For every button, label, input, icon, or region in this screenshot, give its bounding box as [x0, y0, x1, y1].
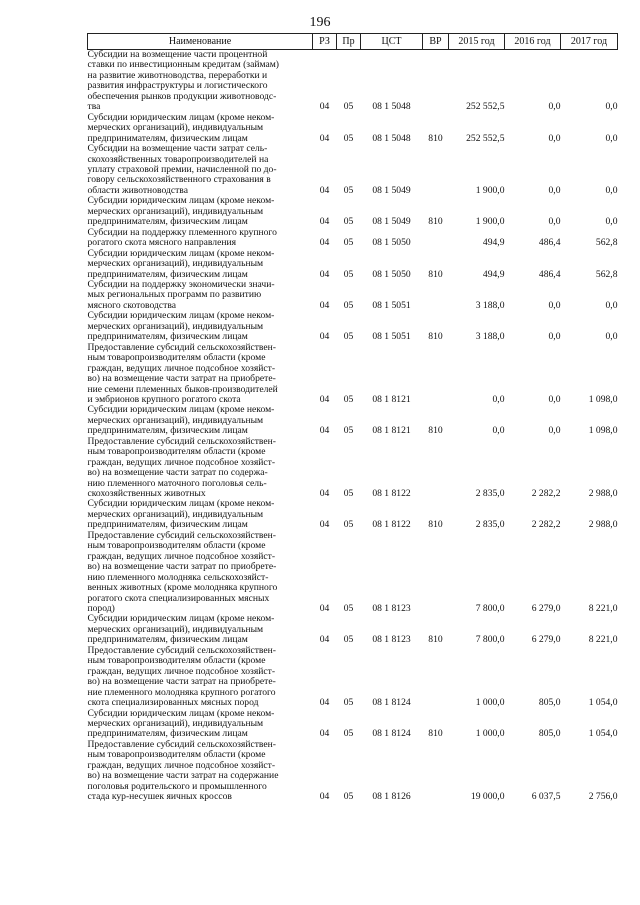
row-name: Субсидии юридическим лицам (кроме неком- мерческих организаций), индивидуальным предпринимателям, физическим лицам: [87, 195, 275, 228]
row-pr: 05: [343, 184, 354, 196]
row-name: Субсидии юридическим лицам (кроме неком- мерческих организаций), индивидуальным предпринимателям, физическим лицам: [87, 310, 275, 343]
row-cst: 08 1 5048: [372, 132, 411, 144]
row-rz: 04: [319, 132, 330, 144]
row-name: Предоставление субсидий сельскохозяйствен- ным товаропроизводителям области (кроме граждан, ведущих личное подсобное хозяйст- во) на возмещение части затрат по содержа- нию племенного маточного поголовья сель- скохозяйственных животных: [87, 435, 276, 500]
header-vr: ВР: [423, 34, 449, 50]
row-rz: 04: [319, 331, 330, 343]
row-cst: 08 1 8121: [372, 425, 411, 437]
table-body: [88, 50, 618, 803]
table-row: [88, 614, 618, 645]
row-pr: 05: [343, 393, 354, 405]
row-value-2017: 0,0: [605, 216, 618, 228]
row-name: Субсидии на поддержку племенного крупного рогатого скота мясного направления: [87, 226, 277, 249]
row-rz: 04: [319, 488, 330, 500]
table-row: [88, 196, 618, 227]
row-value-2015: 7 800,0: [475, 634, 505, 646]
row-pr: 05: [343, 697, 354, 709]
row-vr: [423, 50, 449, 113]
row-cst: 08 1 8122: [372, 488, 411, 500]
row-value-2015: 0,0: [492, 393, 505, 405]
row-value-2016: 0,0: [548, 216, 561, 228]
row-cst: 08 1 8124: [372, 697, 411, 709]
row-value-2017: 2 988,0: [588, 488, 618, 500]
row-value-2016: 2 282,2: [531, 488, 561, 500]
row-value-2015: 7 800,0: [475, 603, 505, 615]
row-vr: [423, 646, 449, 709]
row-value-2015: 3 188,0: [475, 299, 505, 311]
row-rz: 04: [319, 697, 330, 709]
row-value-2015: 0,0: [492, 425, 505, 437]
row-value-2016: 486,4: [538, 237, 561, 249]
row-vr: [423, 740, 449, 803]
row-cst: 08 1 5048: [372, 101, 411, 113]
row-value-2015: 494,9: [482, 268, 505, 280]
row-value-2017: 1 098,0: [588, 425, 618, 437]
row-rz: 04: [319, 184, 330, 196]
row-vr: 810: [428, 132, 443, 144]
table-row: [88, 113, 618, 144]
row-value-2016: 486,4: [538, 268, 561, 280]
row-name: Предоставление субсидий сельскохозяйствен- ным товаропроизводителям области (кроме граждан, ведущих личное подсобное хозяйст- во) на возмещение части затрат на приобрете- ние семени племенных быков-производителей и эмбрионов крупного рогатого скота: [87, 341, 278, 405]
table-row: [88, 531, 618, 615]
row-value-2017: 0,0: [605, 101, 618, 113]
row-rz: 04: [319, 237, 330, 249]
row-value-2016: 0,0: [548, 425, 561, 437]
row-value-2015: 3 188,0: [475, 331, 505, 343]
row-value-2015: 1 000,0: [475, 697, 505, 709]
row-name: Субсидии на возмещение части процентной ставки по инвестиционным кредитам (займам) на развитие животноводства, переработки и развития инфраструктуры и логистического обеспечения рынков продукции животноводс- тва: [87, 49, 280, 113]
row-name: Субсидии юридическим лицам (кроме неком- мерческих организаций), индивидуальным предпринимателям, физическим лицам: [87, 498, 275, 531]
row-cst: 08 1 5050: [372, 268, 411, 280]
row-rz: 04: [319, 268, 330, 280]
table-header-row: [88, 34, 618, 50]
row-vr: [423, 531, 449, 615]
row-pr: 05: [343, 237, 354, 249]
row-value-2017: 1 054,0: [588, 728, 618, 740]
row-pr: 05: [343, 519, 354, 531]
row-value-2015: 494,9: [482, 237, 505, 249]
row-value-2017: 562,8: [595, 268, 618, 280]
table-row: [88, 709, 618, 740]
page-number: 196: [309, 15, 331, 30]
row-rz: 04: [319, 393, 330, 405]
row-value-2017: 2 988,0: [588, 519, 618, 531]
row-cst: 08 1 8122: [372, 519, 411, 531]
budget-table: [87, 33, 618, 803]
row-value-2017: 0,0: [605, 331, 618, 343]
row-value-2016: 805,0: [538, 697, 561, 709]
row-rz: 04: [319, 216, 330, 228]
row-cst: 08 1 8124: [372, 728, 411, 740]
row-value-2015: 1 900,0: [475, 216, 505, 228]
row-vr: [423, 280, 449, 311]
header-cst: ЦСТ: [361, 34, 423, 50]
row-value-2016: 6 279,0: [531, 603, 561, 615]
header-rz: РЗ: [313, 34, 337, 50]
row-pr: 05: [343, 268, 354, 280]
row-value-2016: 0,0: [548, 299, 561, 311]
row-rz: 04: [319, 425, 330, 437]
row-pr: 05: [343, 488, 354, 500]
row-pr: 05: [343, 132, 354, 144]
row-pr: 05: [343, 101, 354, 113]
row-value-2015: 2 835,0: [475, 519, 505, 531]
table-row: [88, 280, 618, 311]
row-value-2016: 6 037,5: [531, 791, 561, 803]
row-cst: 08 1 5051: [372, 299, 411, 311]
row-value-2015: 1 900,0: [475, 184, 505, 196]
header-name: Наименование: [88, 34, 313, 50]
row-name: Субсидии юридическим лицам (кроме неком- мерческих организаций), индивидуальным предпринимателям, физическим лицам: [87, 613, 275, 646]
row-cst: 08 1 8121: [372, 393, 411, 405]
header-2017: 2017 год: [561, 34, 618, 50]
row-value-2017: 2 756,0: [588, 791, 618, 803]
row-value-2016: 0,0: [548, 331, 561, 343]
row-value-2016: 0,0: [548, 393, 561, 405]
row-value-2016: 805,0: [538, 728, 561, 740]
row-cst: 08 1 8123: [372, 603, 411, 615]
row-pr: 05: [343, 728, 354, 740]
row-name: Субсидии на возмещение части затрат сель- скохозяйственных товаропроизводителей на уплату страховой премии, начисленной по до- говору сельскохозяйственного страхования в области животноводства: [87, 143, 277, 196]
row-pr: 05: [343, 603, 354, 615]
row-value-2015: 1 000,0: [475, 728, 505, 740]
row-name: Субсидии юридическим лицам (кроме неком- мерческих организаций), индивидуальным предпринимателям, физическим лицам: [87, 404, 275, 437]
row-name: Субсидии на поддержку экономически значи- мых региональных программ по развитию мясного скотоводства: [87, 278, 275, 311]
row-value-2016: 0,0: [548, 101, 561, 113]
row-rz: 04: [319, 519, 330, 531]
row-value-2017: 0,0: [605, 299, 618, 311]
row-pr: 05: [343, 299, 354, 311]
row-value-2015: 252 552,5: [466, 132, 505, 144]
row-value-2015: 19 000,0: [470, 791, 505, 803]
row-vr: 810: [428, 268, 443, 280]
row-cst: 08 1 5051: [372, 331, 411, 343]
row-cst: 08 1 5050: [372, 237, 411, 249]
row-vr: 810: [428, 634, 443, 646]
row-pr: 05: [343, 791, 354, 803]
table-row: [88, 249, 618, 280]
table-row: [88, 311, 618, 342]
row-rz: 04: [319, 791, 330, 803]
table-row: [88, 740, 618, 803]
row-value-2015: 2 835,0: [475, 488, 505, 500]
row-pr: 05: [343, 331, 354, 343]
row-value-2017: 8 221,0: [588, 603, 618, 615]
row-value-2016: 0,0: [548, 184, 561, 196]
table-row: [88, 144, 618, 196]
row-name: Субсидии юридическим лицам (кроме неком- мерческих организаций), индивидуальным предпринимателям, физическим лицам: [87, 247, 275, 280]
row-value-2017: 8 221,0: [588, 634, 618, 646]
header-pr: Пр: [337, 34, 361, 50]
row-vr: 810: [428, 519, 443, 531]
row-name: Субсидии юридическим лицам (кроме неком- мерческих организаций), индивидуальным предпринимателям, физическим лицам: [87, 111, 275, 144]
row-value-2016: 2 282,2: [531, 519, 561, 531]
header-2016: 2016 год: [505, 34, 561, 50]
row-cst: 08 1 5049: [372, 216, 411, 228]
table-row: [88, 50, 618, 113]
row-rz: 04: [319, 101, 330, 113]
row-vr: [423, 228, 449, 249]
row-pr: 05: [343, 425, 354, 437]
row-rz: 04: [319, 634, 330, 646]
row-vr: [423, 437, 449, 500]
row-value-2017: 0,0: [605, 184, 618, 196]
row-name: Предоставление субсидий сельскохозяйствен- ным товаропроизводителям области (кроме граждан, ведущих личное подсобное хозяйст- во) на возмещение части затрат на приобрете- ние племенного молодняка крупного рогатого скота специализированных мясных пород: [87, 644, 276, 709]
header-2015: 2015 год: [449, 34, 505, 50]
table-row: [88, 405, 618, 436]
row-pr: 05: [343, 634, 354, 646]
row-value-2017: 562,8: [595, 237, 618, 249]
row-value-2015: 252 552,5: [466, 101, 505, 113]
table-row: [88, 343, 618, 406]
row-rz: 04: [319, 299, 330, 311]
row-vr: 810: [428, 331, 443, 343]
row-vr: 810: [428, 216, 443, 228]
table-row: [88, 437, 618, 500]
table-row: [88, 228, 618, 249]
row-cst: 08 1 8126: [372, 791, 411, 803]
row-rz: 04: [319, 728, 330, 740]
row-pr: 05: [343, 216, 354, 228]
row-value-2017: 1 054,0: [588, 697, 618, 709]
table-row: [88, 646, 618, 709]
table-row: [88, 499, 618, 530]
row-name: Предоставление субсидий сельскохозяйствен- ным товаропроизводителям области (кроме граждан, ведущих личное подсобное хозяйст- во) на возмещение части затрат по приобрете- нию племенного молодняка сельскохозяйст- венных животных (кроме молодняка крупного рогатого скота специализированных мясных пород): [87, 529, 278, 615]
row-cst: 08 1 5049: [372, 184, 411, 196]
row-value-2017: 0,0: [605, 132, 618, 144]
row-vr: 810: [428, 728, 443, 740]
row-rz: 04: [319, 603, 330, 615]
row-value-2017: 1 098,0: [588, 393, 618, 405]
row-value-2016: 6 279,0: [531, 634, 561, 646]
row-value-2016: 0,0: [548, 132, 561, 144]
row-vr: [423, 343, 449, 406]
row-name: Субсидии юридическим лицам (кроме неком- мерческих организаций), индивидуальным предпринимателям, физическим лицам: [87, 707, 275, 740]
row-name: Предоставление субсидий сельскохозяйствен- ным товаропроизводителям области (кроме граждан, ведущих личное подсобное хозяйст- во) на возмещение части затрат на содержание поголовья родительского и промышленного стада кур-несушек яичных кроссов: [87, 738, 279, 803]
row-vr: 810: [428, 425, 443, 437]
row-cst: 08 1 8123: [372, 634, 411, 646]
row-vr: [423, 144, 449, 196]
